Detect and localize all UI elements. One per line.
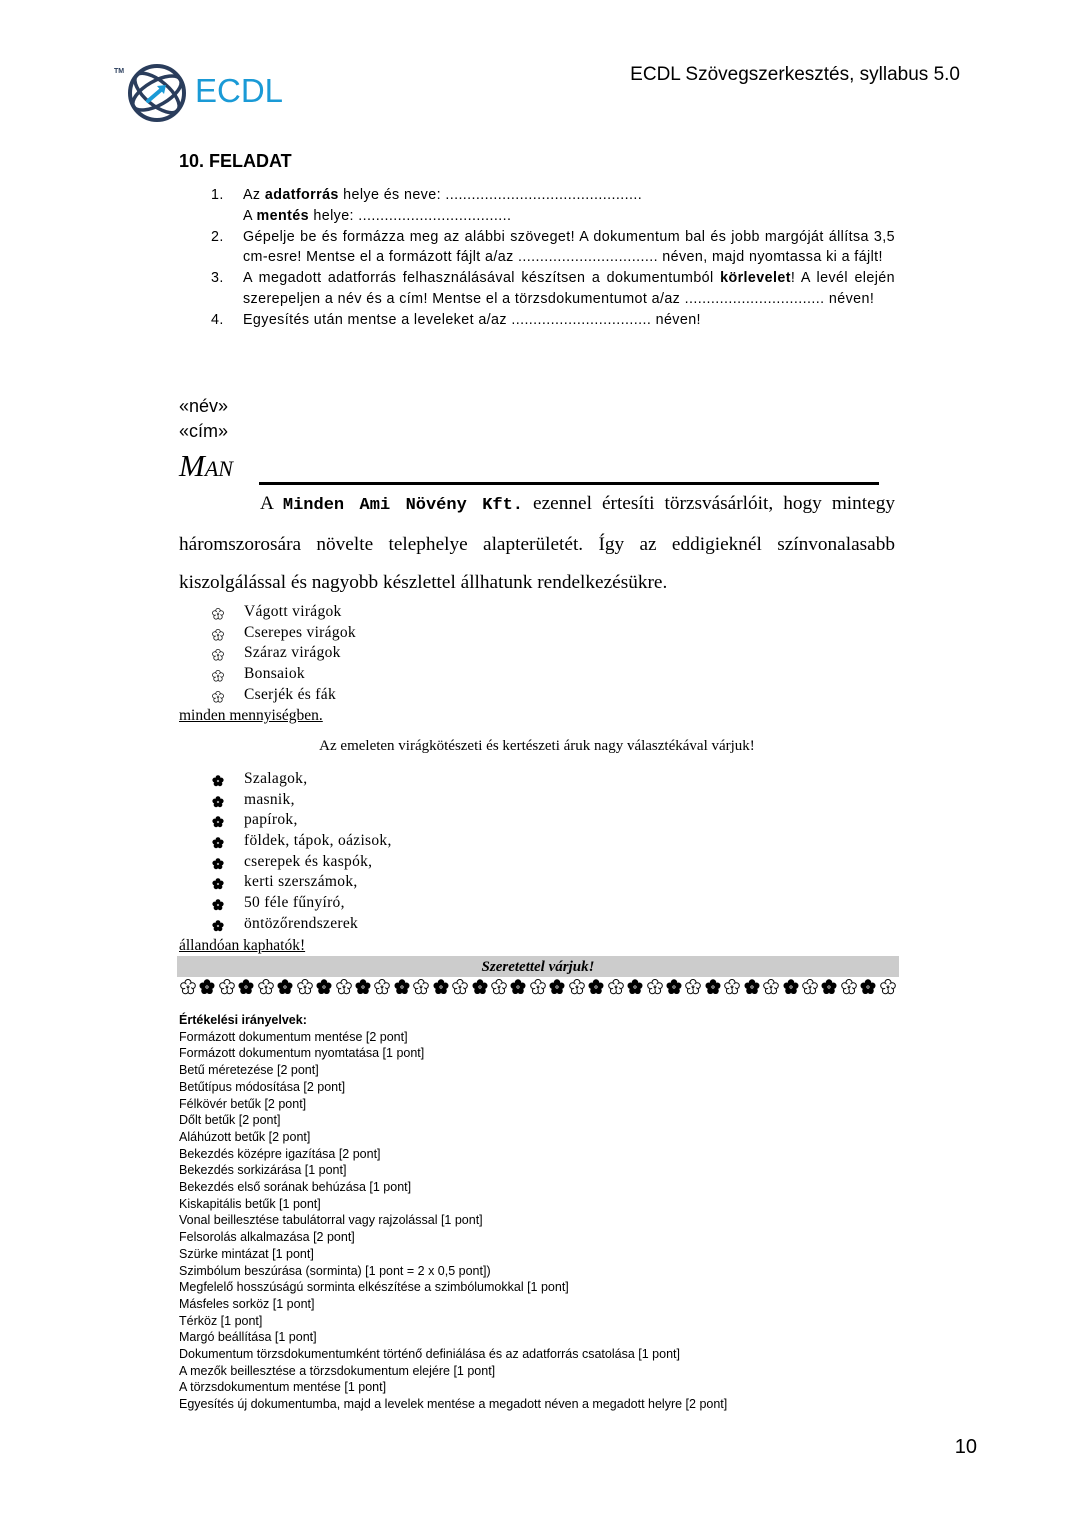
solid-flower-bullet-icon: [212, 876, 224, 888]
outline-flower-bullet-icon: [212, 627, 224, 639]
evaluation-section: [179, 1012, 727, 1413]
outline-flower-icon: [608, 979, 624, 995]
instruction-bold-text: adatforrás: [264, 187, 339, 203]
document-header-title: ECDL Szövegszerkesztés, syllabus 5.0: [630, 64, 960, 85]
evaluation-item: A törzsdokumentum mentése [1 pont]: [179, 1380, 387, 1395]
instruction-item: [179, 310, 895, 331]
list-item-text: Szalagok,: [244, 770, 308, 787]
list-item-text: Bonsaiok: [244, 665, 305, 683]
merge-fields: [179, 394, 228, 444]
solid-flower-bullet-icon: [212, 814, 224, 826]
outline-flower-icon: [452, 979, 468, 995]
solid-flower-icon: [588, 979, 604, 995]
solid-flower-icon: [472, 979, 488, 995]
list1-footer: minden mennyiségben.: [179, 707, 323, 724]
outline-flower-icon: [374, 979, 390, 995]
evaluation-item: Bekezdés sorkizárása [1 pont]: [179, 1163, 347, 1178]
outline-flower-icon: [763, 979, 779, 995]
evaluation-item: Szimbólum beszúrása (sorminta) [1 pont = 2 x 0,5 pont]): [179, 1263, 491, 1278]
list-item-text: Vágott virágok: [244, 603, 342, 620]
instruction-text: helye és neve: .............................................: [338, 187, 643, 203]
outline-flower-bullet-icon: [212, 606, 224, 618]
list2-footer: állandóan kaphatók!: [179, 937, 306, 954]
list-item-text: 50 féle fűnyíró,: [244, 894, 345, 912]
evaluation-item: Másfeles sorköz [1 pont]: [179, 1296, 315, 1311]
outline-flower-icon: [258, 979, 274, 995]
product-list-2: [179, 769, 392, 935]
evaluation-item: Szürke mintázat [1 pont]: [179, 1246, 314, 1261]
intro-start: A: [260, 493, 283, 514]
outline-flower-icon: [336, 979, 352, 995]
evaluation-item: Margó beállítása [1 pont]: [179, 1330, 317, 1345]
evaluation-item: Betűtípus módosítása [2 pont]: [179, 1079, 346, 1094]
list-item-text: földek, tápok, oázisok,: [244, 832, 392, 850]
list-item: [179, 831, 392, 852]
solid-flower-icon: [783, 979, 799, 995]
solid-flower-icon: [316, 979, 332, 995]
evaluation-item: Bekezdés középre igazítása [2 pont]: [179, 1146, 381, 1161]
list-item-text: Száraz virágok: [244, 644, 341, 662]
outline-flower-bullet-icon: [212, 689, 224, 701]
list-item: [179, 664, 356, 685]
outline-flower-icon: [180, 979, 196, 995]
solid-flower-bullet-icon: [212, 835, 224, 847]
list1-footer-wrap: [179, 706, 323, 726]
list-item: [179, 872, 392, 893]
instruction-number: 1.: [211, 187, 224, 203]
list-item: [179, 643, 356, 664]
instruction-text: Egyesítés után mentse a leveleket a/az ................................ néven!: [243, 311, 701, 328]
solid-flower-icon: [549, 979, 565, 995]
list-item-text: Cserepes virágok: [244, 623, 356, 641]
outline-flower-icon: [724, 979, 740, 995]
outline-flower-icon: [880, 979, 896, 995]
solid-flower-icon: [238, 979, 254, 995]
list-item-text: masnik,: [244, 790, 295, 808]
solid-flower-icon: [705, 979, 721, 995]
list-item-text: öntözőrendszerek: [244, 914, 359, 932]
evaluation-item: Dokumentum törzsdokumentumként történő definiálása és az adatforrás csatolása [1 pont]: [179, 1347, 680, 1362]
list-item-text: kerti szerszámok,: [244, 873, 358, 891]
solid-flower-icon: [394, 979, 410, 995]
evaluation-title: Értékelési irányelvek:: [179, 1013, 307, 1027]
solid-flower-bullet-icon: [212, 856, 224, 868]
solid-flower-icon: [627, 979, 643, 995]
solid-flower-bullet-icon: [212, 773, 224, 785]
ecdl-logo: [114, 62, 294, 124]
list-item: [179, 623, 356, 644]
man-heading-initial: M: [179, 448, 205, 483]
instruction-item: [179, 185, 895, 227]
evaluation-item: Bekezdés első sorának behúzása [1 pont]: [179, 1180, 412, 1195]
evaluation-item: Dőlt betűk [2 pont]: [179, 1113, 281, 1128]
globe-arrow-icon: [126, 62, 188, 124]
evaluation-list: [179, 1029, 727, 1413]
instruction-bold-text: körlevelet: [720, 270, 791, 287]
evaluation-item: Vonal beillesztése tabulátorral vagy rajzolással [1 pont]: [179, 1213, 483, 1228]
instruction-text: A megadott adatforrás felhasználásával készítsen a dokumentumból: [243, 270, 721, 287]
solid-flower-icon: [355, 979, 371, 995]
list-item: [179, 893, 392, 914]
instruction-number: 3.: [211, 270, 224, 287]
logo-wordmark: ECDL: [195, 72, 284, 109]
solid-flower-icon: [860, 979, 876, 995]
company-name: Minden Ami Növény Kft.: [282, 496, 524, 515]
solid-flower-icon: [821, 979, 837, 995]
evaluation-item: Aláhúzott betűk [2 pont]: [179, 1129, 311, 1144]
page-number: 10: [954, 1436, 977, 1458]
instruction-text: Gépelje be és formázza meg az alábbi szöveget! A dokumentum bal és jobb margóját állítsa 3,5 cm-esre! Mentse el a formázott fájlt a/az ................................ néven, majd nyomtassa ki a fájlt!: [243, 228, 895, 266]
merge-field-address: «cím»: [179, 421, 229, 441]
instruction-list: [179, 185, 895, 331]
outline-flower-icon: [491, 979, 507, 995]
instruction-text: A: [243, 207, 257, 224]
outline-flower-bullet-icon: [212, 647, 224, 659]
list-item: [179, 769, 392, 790]
instruction-item: [179, 268, 895, 310]
solid-flower-icon: [510, 979, 526, 995]
evaluation-item: Betű méretezése [2 pont]: [179, 1063, 319, 1078]
solid-flower-icon: [433, 979, 449, 995]
task-title: 10. FELADAT: [179, 151, 292, 171]
evaluation-item: Térköz [1 pont]: [179, 1313, 263, 1328]
list-item: [179, 810, 392, 831]
evaluation-item: Megfelelő hosszúságú sorminta elkészítése a szimbólumokkal [1 pont]: [179, 1280, 569, 1295]
intro-rest: ezennel értesíti törzsvásárlóit, hogy mintegy háromszorosára növelte telephelye alapterületét. Így az eddigieknél színvonalasabb kiszolgálással és nagyobb készlettel állhatunk rendelkezésükre.: [179, 493, 896, 593]
outline-flower-icon: [841, 979, 857, 995]
outline-flower-icon: [802, 979, 818, 995]
solid-flower-icon: [199, 979, 215, 995]
instruction-text: ! A levél elején szerepeljen a név és a cím! Mentse el a törzsdokumentumot a/az ................................ néven!: [243, 270, 895, 307]
merge-field-name: «név»: [179, 396, 229, 416]
list-item: [179, 790, 392, 811]
trademark-mark: TM: [114, 68, 125, 75]
solid-flower-bullet-icon: [212, 794, 224, 806]
outline-flower-icon: [219, 979, 235, 995]
evaluation-item: Formázott dokumentum nyomtatása [1 pont]: [179, 1046, 425, 1061]
list-item: [179, 914, 392, 935]
solid-flower-bullet-icon: [212, 897, 224, 909]
list-item-text: papírok,: [244, 811, 298, 829]
instruction-number: 4.: [211, 311, 224, 328]
outline-flower-icon: [297, 979, 313, 995]
solid-flower-bullet-icon: [212, 918, 224, 930]
outline-flower-icon: [685, 979, 701, 995]
man-heading: [179, 448, 233, 484]
centered-announcement: Az emeleten virágkötészeti és kertészeti áruk nagy választékával várjuk!: [319, 738, 755, 754]
evaluation-item: Kiskapitális betűk [1 pont]: [179, 1196, 321, 1211]
outline-flower-icon: [647, 979, 663, 995]
evaluation-item: A mezők beillesztése a törzsdokumentum elejére [1 pont]: [179, 1363, 496, 1378]
product-list-1: [179, 602, 356, 705]
list-item-text: cserepek és kaspók,: [244, 852, 373, 870]
evaluation-item: Félkövér betűk [2 pont]: [179, 1096, 307, 1111]
instruction-number: 2.: [211, 228, 224, 245]
solid-flower-icon: [277, 979, 293, 995]
evaluation-item: Formázott dokumentum mentése [2 pont]: [179, 1029, 408, 1044]
gray-banner: Szeretettel várjuk!: [177, 956, 899, 977]
instruction-text: helye: ...................................: [309, 207, 512, 224]
evaluation-item: Egyesítés új dokumentumba, majd a levelek mentése a megadott néven a megadott helyre [2 pont]: [179, 1397, 728, 1412]
list-item: [179, 685, 356, 706]
outline-flower-icon: [413, 979, 429, 995]
list-item: [179, 852, 392, 873]
list-item: [179, 602, 356, 623]
outline-flower-bullet-icon: [212, 668, 224, 680]
evaluation-item: Felsorolás alkalmazása [2 pont]: [179, 1230, 355, 1245]
outline-flower-icon: [530, 979, 546, 995]
solid-flower-icon: [666, 979, 682, 995]
man-heading-rest: AN: [204, 456, 233, 481]
solid-flower-icon: [744, 979, 760, 995]
flower-border-pattern: [180, 979, 896, 997]
instruction-item: [179, 227, 895, 269]
list2-footer-wrap: [179, 936, 305, 956]
instruction-bold-text: mentés: [256, 207, 309, 224]
list-item-text: Cserjék és fák: [244, 685, 337, 703]
intro-paragraph: [179, 485, 895, 603]
instruction-text: Az: [243, 187, 265, 203]
outline-flower-icon: [569, 979, 585, 995]
